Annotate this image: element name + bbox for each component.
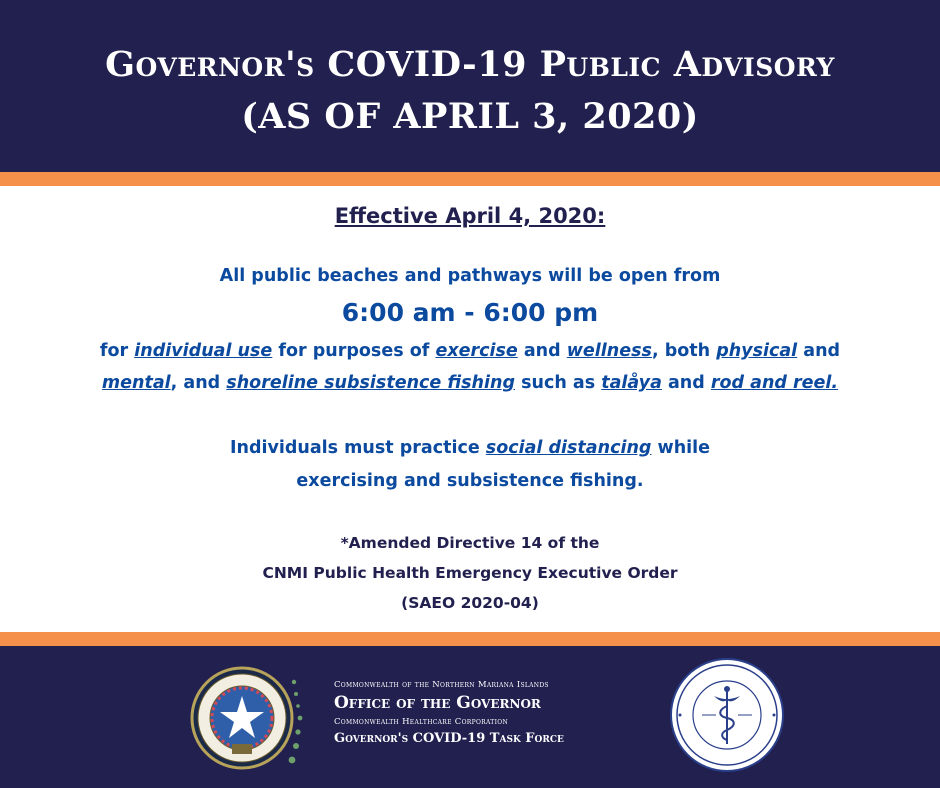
emphasis-social-distancing: social distancing	[485, 438, 652, 458]
purpose-line-1: for individual use for purposes of exercise and wellness, both physical and	[99, 341, 841, 361]
emphasis-shoreline-fishing: shoreline subsistence fishing	[226, 373, 516, 393]
orange-divider-top	[0, 172, 940, 186]
header-banner	[0, 0, 940, 172]
emphasis-mental: mental	[101, 373, 171, 393]
commonwealth-healthcare-seal-icon	[668, 656, 786, 774]
emphasis-exercise: exercise	[435, 341, 518, 361]
distancing-line-1: Individuals must practice social distancing while	[229, 438, 711, 458]
emphasis-rod-and-reel: rod and reel.	[710, 373, 839, 393]
open-hours: 6:00 am - 6:00 pm	[341, 298, 599, 327]
directive-line-2: CNMI Public Health Emergency Executive Order	[262, 564, 678, 582]
distancing-line-2: exercising and subsistence fishing.	[296, 471, 644, 491]
healthcare-label: Commonwealth Healthcare Corporation	[334, 717, 509, 727]
beaches-open-text: All public beaches and pathways will be open from	[219, 266, 721, 286]
title-line-2: (AS OF APRIL 3, 2020)	[241, 96, 699, 137]
emphasis-physical: physical	[716, 341, 798, 361]
emphasis-individual-use: individual use	[134, 341, 273, 361]
commonwealth-label: Commonwealth of the Northern Mariana Islands	[334, 680, 549, 690]
orange-divider-bottom	[0, 632, 940, 646]
footer-banner	[0, 646, 940, 788]
advisory-body	[0, 186, 940, 632]
directive-line-1: *Amended Directive 14 of the	[340, 534, 600, 552]
footer-organization-block	[334, 680, 644, 746]
emphasis-talaya: talåya	[601, 373, 662, 393]
effective-date: Effective April 4, 2020:	[334, 204, 606, 228]
cnmi-official-seal-icon	[190, 660, 306, 776]
purpose-line-2: mental, and shoreline subsistence fishing such as talåya and rod and reel.	[101, 373, 839, 393]
directive-line-3: (SAEO 2020-04)	[401, 594, 539, 612]
title-line-1: Governor's COVID-19 Public Advisory	[105, 44, 835, 85]
office-label: Office of the Governor	[334, 693, 541, 713]
emphasis-wellness: wellness	[566, 341, 652, 361]
taskforce-label: Governor's COVID-19 Task Force	[334, 731, 564, 746]
